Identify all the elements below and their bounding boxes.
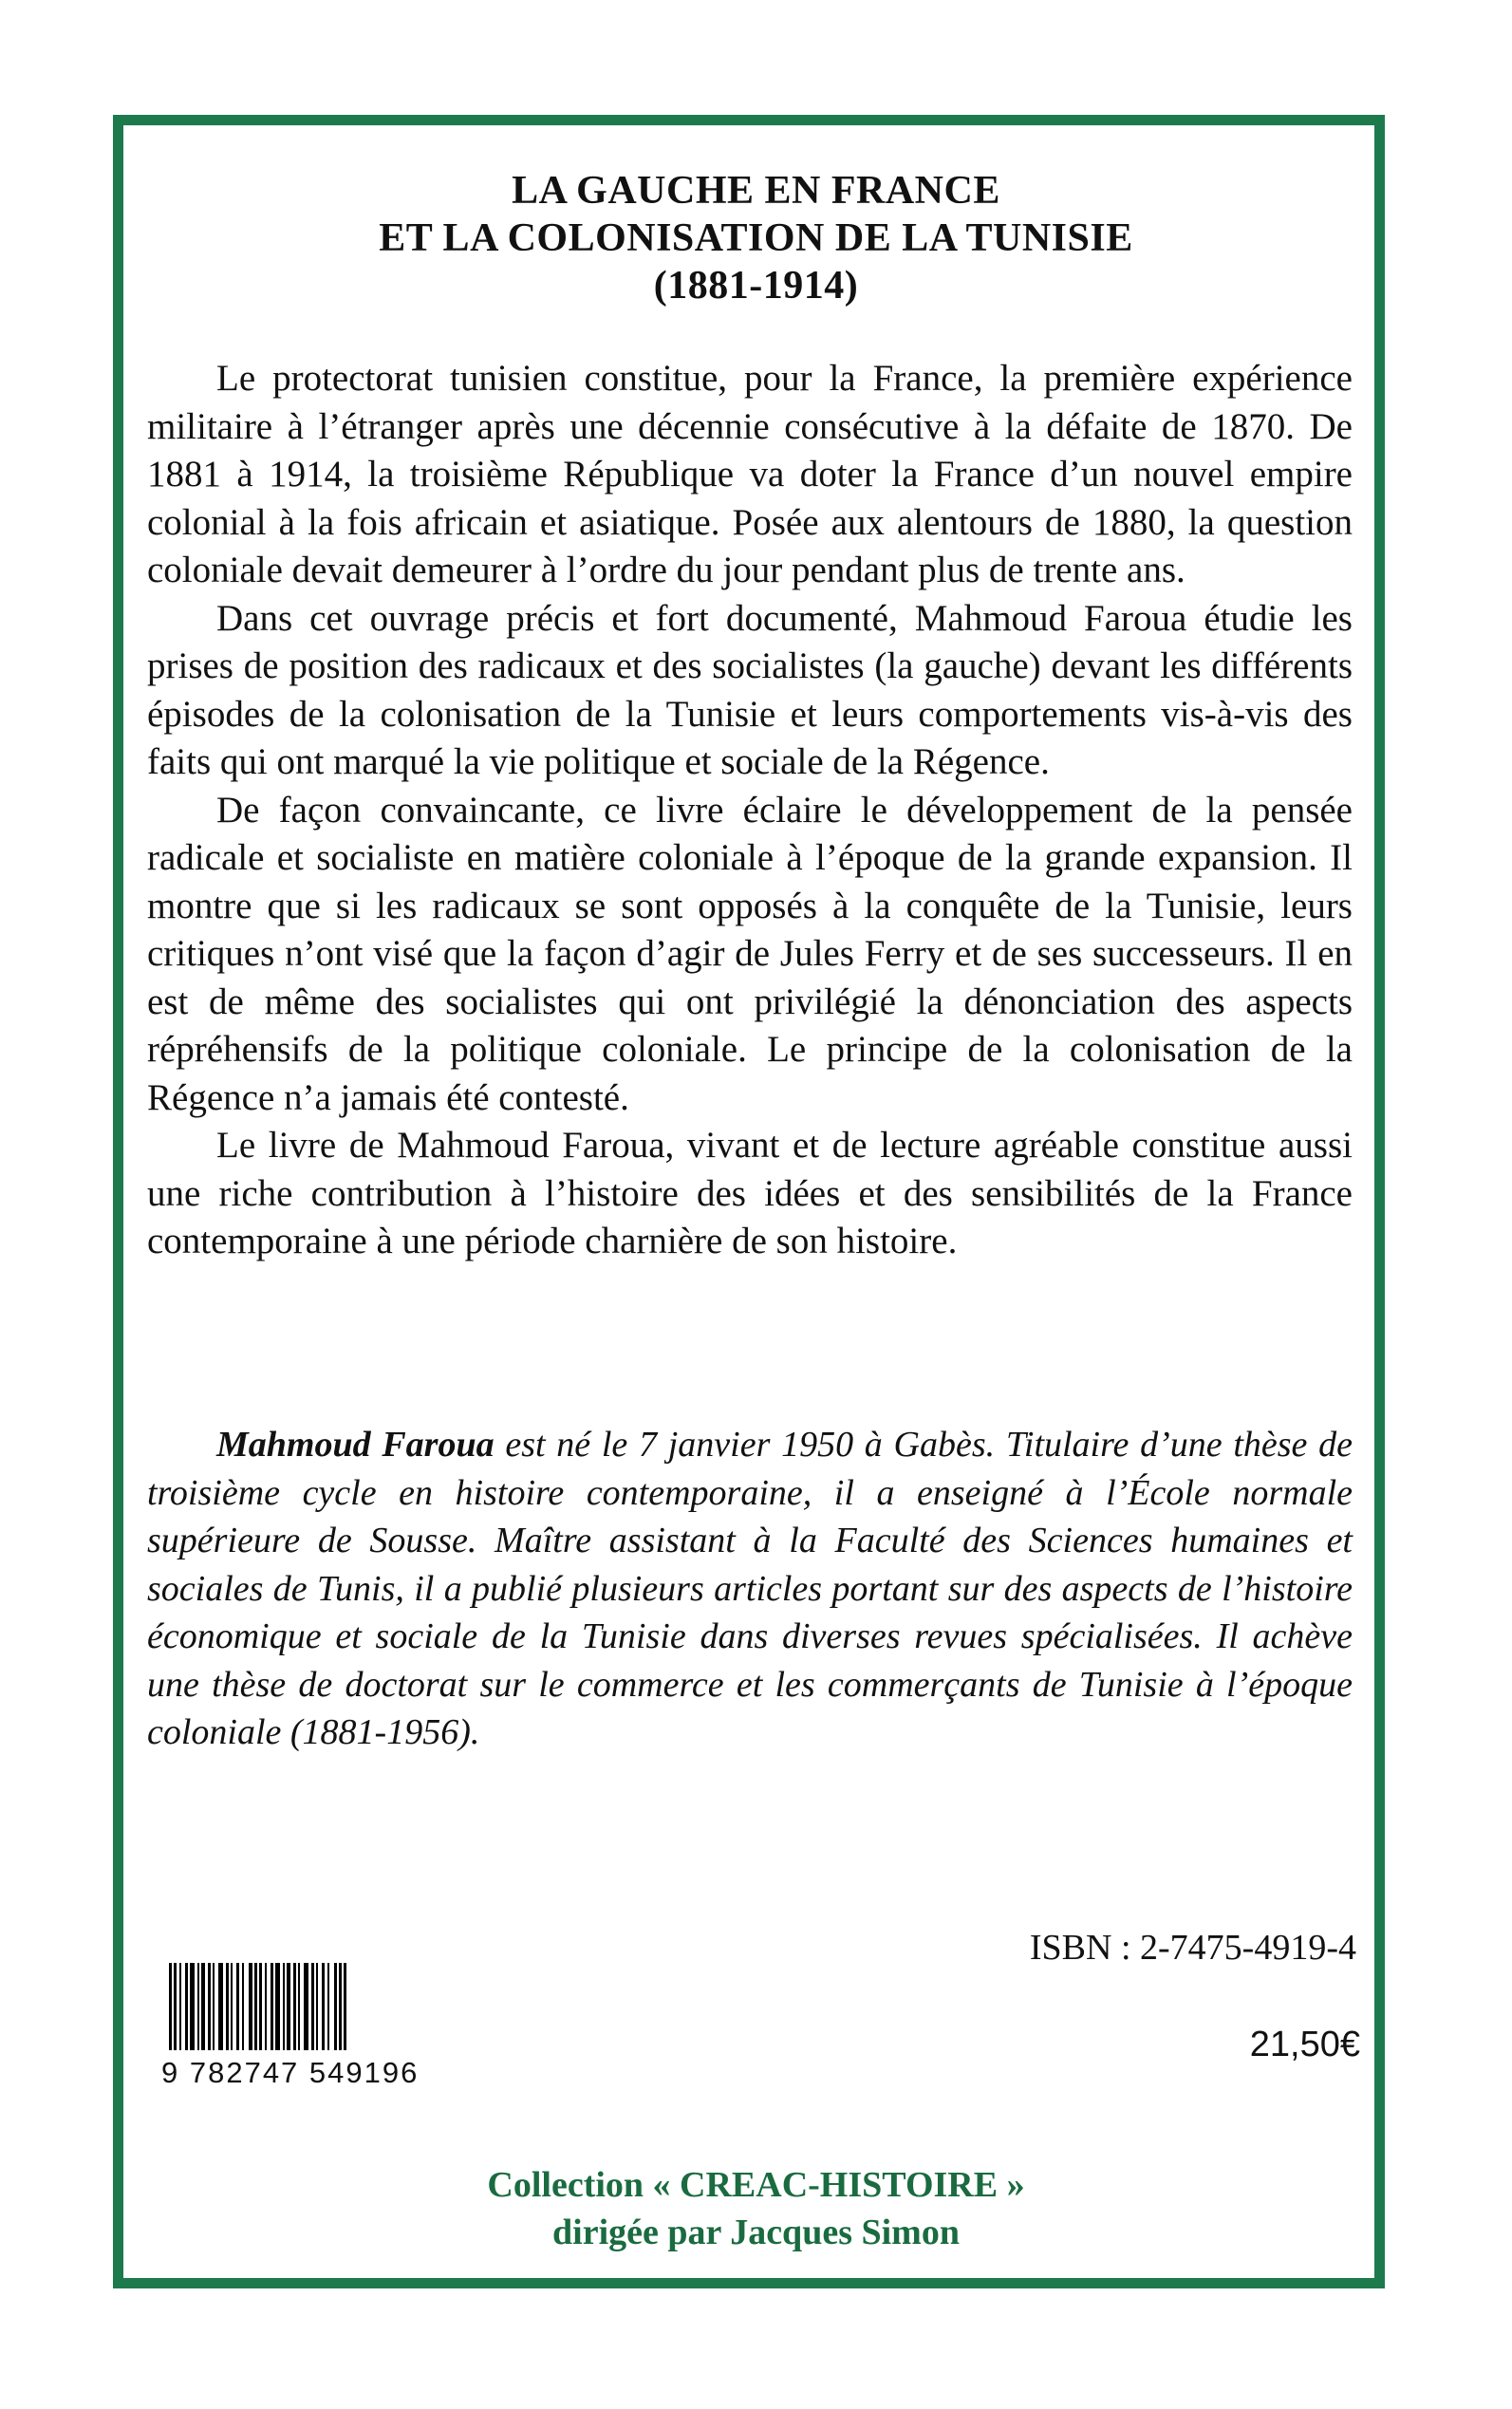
- author-bio: [147, 1421, 1353, 1757]
- barcode-gap: [346, 1963, 349, 2050]
- isbn: ISBN : 2-7475-4919-4: [1029, 1928, 1356, 1968]
- collection-info: [0, 2161, 1512, 2256]
- description-paragraph-3: De façon convaincante, ce livre éclaire le développement de la pensée radicale et socialiste en matière coloniale à l’époque de la grande expansion. Il montre que si les radicaux se sont opposés à la conquête de la Tunisie, leurs critiques n’ont visé que la façon d’agir de Jules Ferry et de ses successeurs. Il en est de même des socialistes qui ont privilégié la dénonciation des aspects répréhensifs de la politique coloniale. Le principe de la colonisation de la Régence n’a jamais été contesté.: [147, 789, 1353, 1118]
- barcode-digits: 9 782747 549196: [161, 2056, 420, 2089]
- description-paragraph-2: Dans cet ouvrage précis et fort documenté, Mahmoud Faroua étudie les prises de position des radicaux et des socialistes (la gauche) devant les différents épisodes de la colonisation de la Tunisie et leurs comportements vis-à-vis des faits qui ont marqué la vie politique et sociale de la Régence.: [147, 597, 1353, 782]
- title-line-2: ET LA COLONISATION DE LA TUNISIE: [379, 216, 1133, 260]
- author-name: Mahmoud Faroua: [216, 1425, 495, 1465]
- collection-name: Collection « CREAC-HISTOIRE »: [487, 2165, 1025, 2205]
- description-paragraph-1: Le protectorat tunisien constitue, pour la France, la première expérience militaire à l’étranger après une décennie consécutive à la défaite de 1870. De 1881 à 1914, la troisième République va doter la France d’un nouvel empire colonial à la fois africain et asiatique. Posée aux alentours de 1880, la question coloniale devait demeurer à l’ordre du jour pendant plus de trente ans.: [147, 358, 1353, 590]
- title-line-3: (1881-1914): [653, 264, 859, 308]
- barcode-bars: [169, 1963, 454, 2050]
- author-bio-text: est né le 7 janvier 1950 à Gabès. Titulaire d’une thèse de troisième cycle en histoire contemporaine, il a enseigné à l’École normale supérieure de Sousse. Maître assistant à la Faculté des Sciences humaines et sociales de Tunis, il a publié plusieurs articles portant sur des aspects de l’histoire économique et sociale de la Tunisie dans diverses revues spécialisées. Il achève une thèse de doctorat sur le commerce et les commerçants de Tunisie à l’époque coloniale (1881-1956).: [147, 1425, 1353, 1752]
- collection-director: dirigée par Jacques Simon: [552, 2213, 960, 2252]
- description: [147, 355, 1353, 1266]
- book-title: [0, 167, 1512, 309]
- description-paragraph-4: Le livre de Mahmoud Faroua, vivant et de lecture agréable constitue aussi une riche contribution à l’histoire des idées et des sensibilités de la France contemporaine à une période charnière de son histoire.: [147, 1125, 1353, 1261]
- price: 21,50€: [1249, 2025, 1360, 2064]
- title-line-1: LA GAUCHE EN FRANCE: [512, 169, 1000, 213]
